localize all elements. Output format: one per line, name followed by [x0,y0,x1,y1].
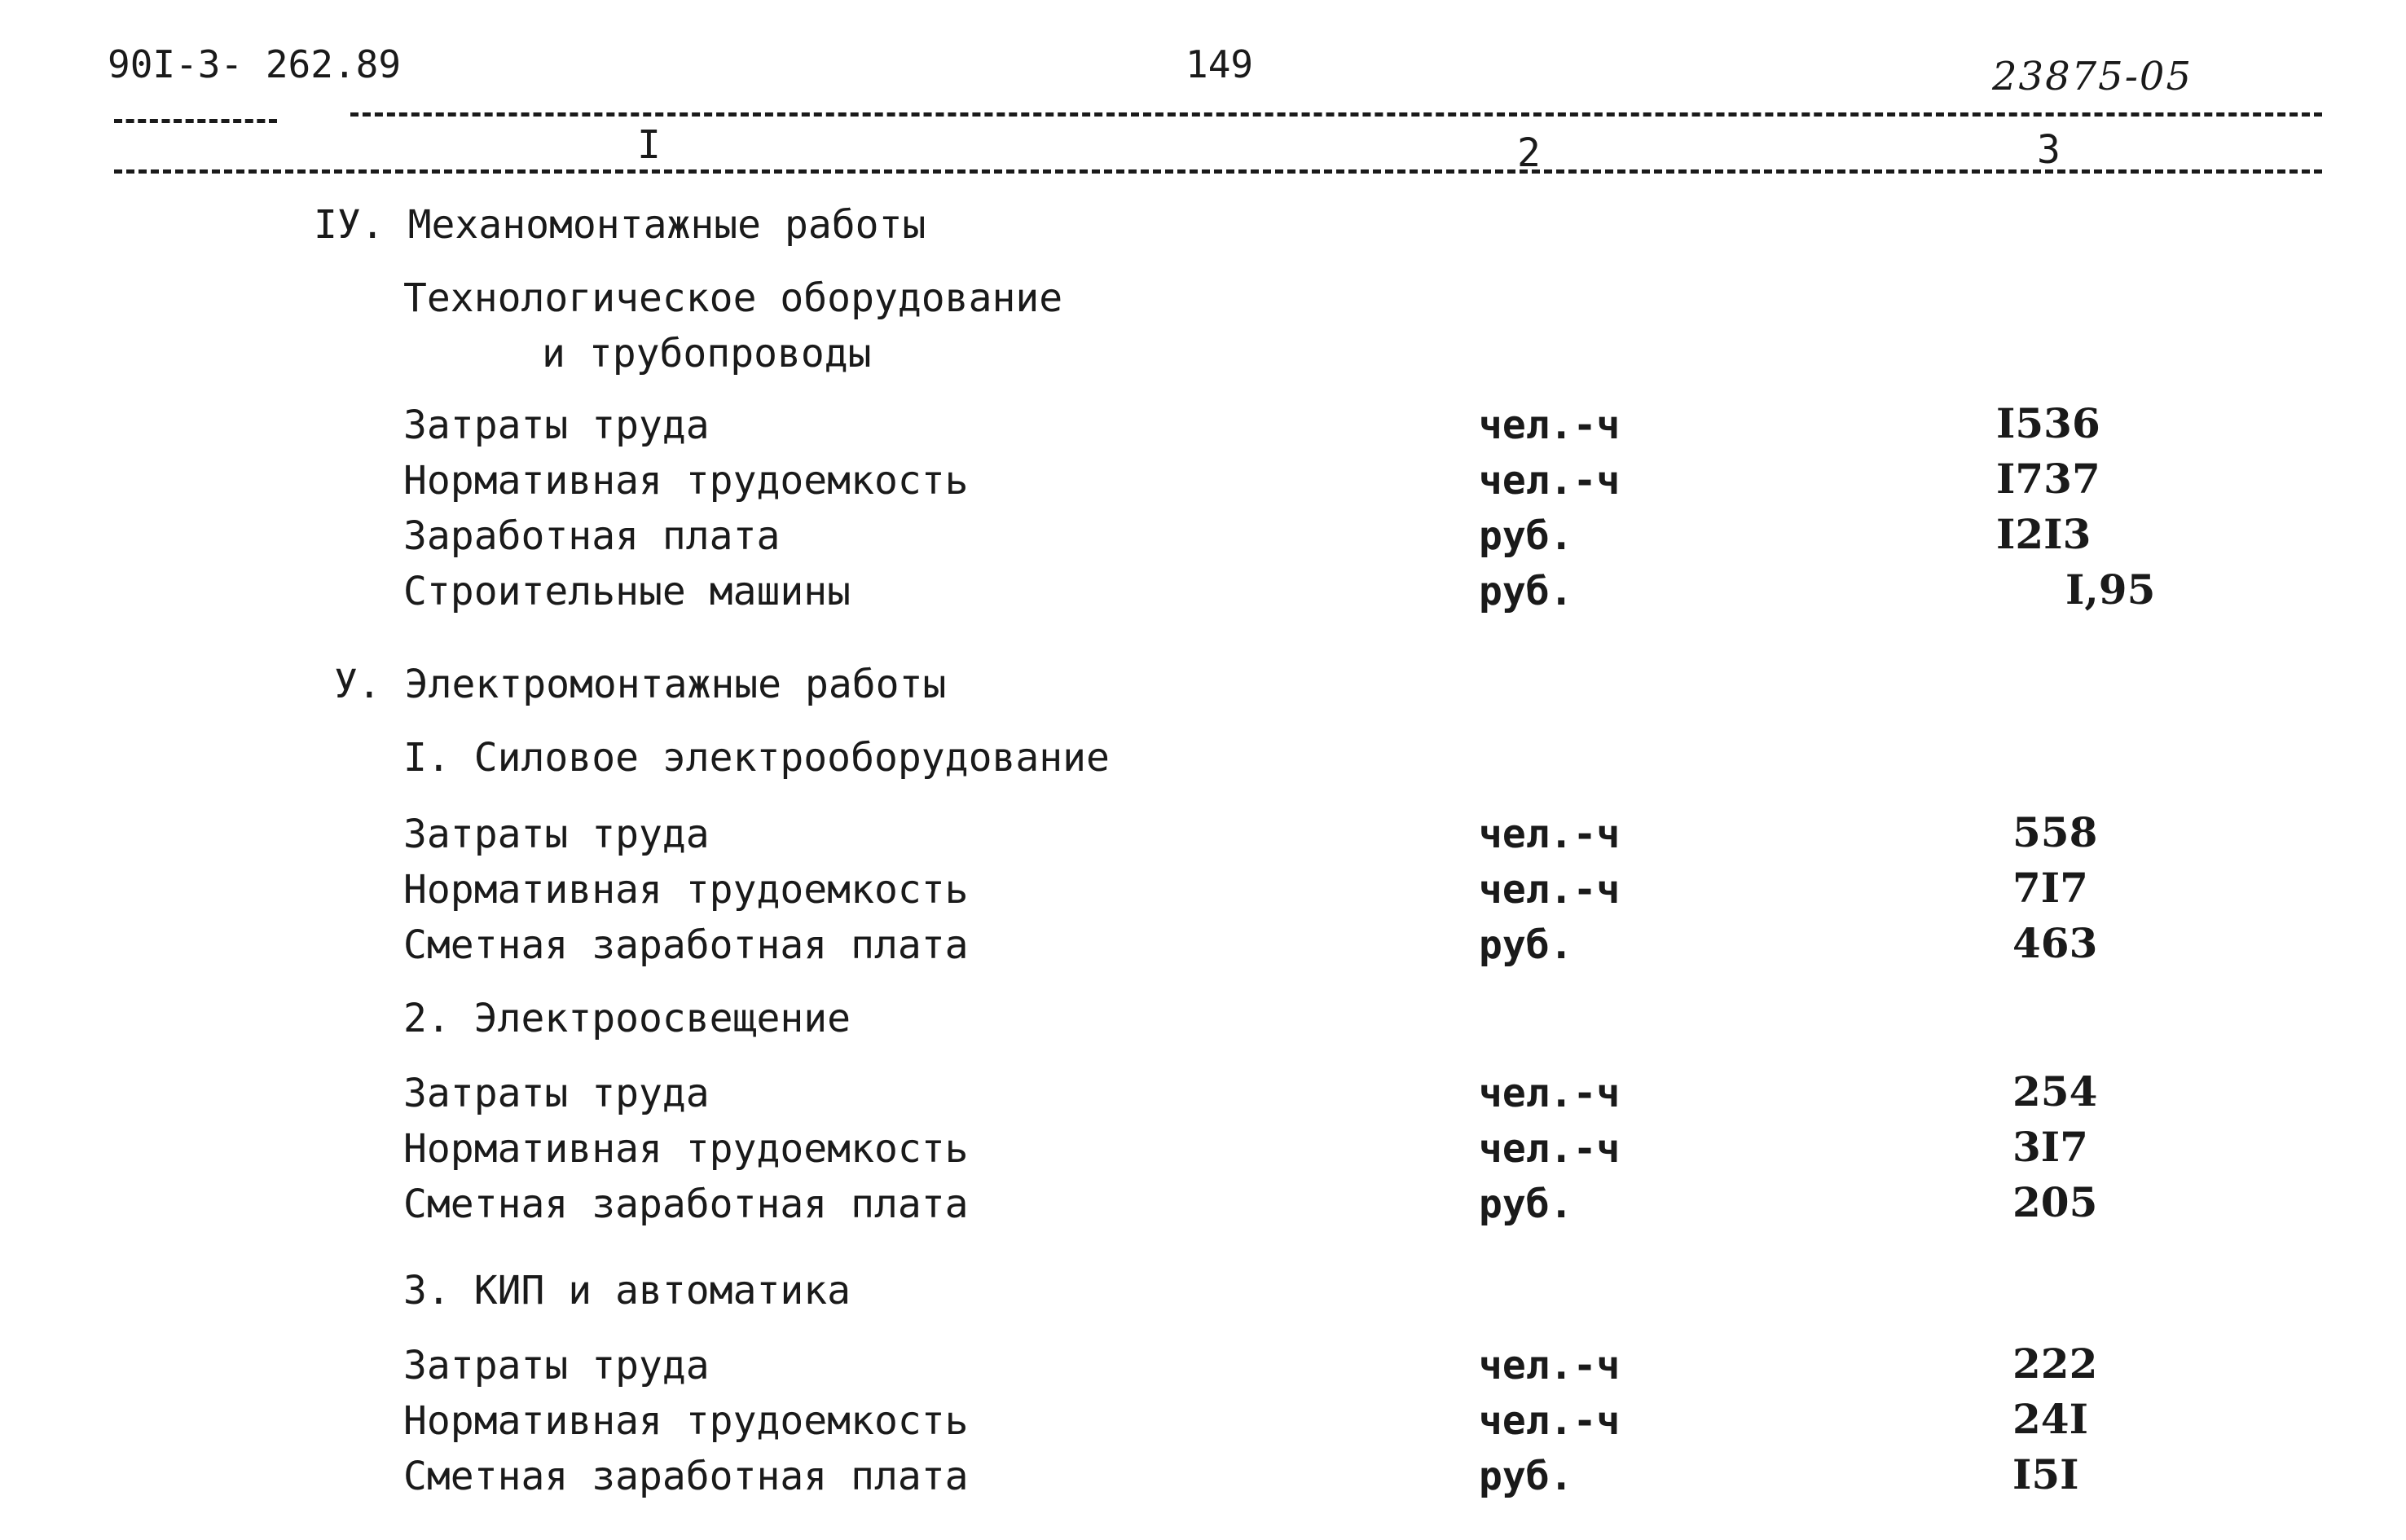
column-number-2: 2 [1517,130,1541,176]
row-value: I2I3 [1996,510,2092,558]
row-unit: руб. [1479,1181,1573,1227]
subsection-title: Технологическое оборудование [403,275,1063,321]
row-unit: чел.-ч [1479,812,1621,857]
top-dashed-rule [350,112,2322,117]
subsection-title: 2. Электроосвещение [403,996,851,1041]
row-label: Сметная заработная плата [403,1181,969,1227]
subsection-title-continued: и трубопроводы [542,331,872,376]
handwritten-code: 23875-05 [1992,54,2193,99]
section-heading: У. Электромонтажные работы [334,662,947,707]
row-label: Затраты труда [403,1343,710,1388]
document-code: 90I-3- 262.89 [108,42,402,86]
row-value: I,95 [2065,565,2156,614]
row-label: Сметная заработная плата [403,1454,969,1499]
row-value: 254 [2012,1067,2098,1115]
column-number-3: 3 [2037,127,2061,173]
row-unit: чел.-ч [1479,458,1621,504]
row-label: Затраты труда [403,1071,710,1116]
row-value: I5I [2012,1450,2079,1498]
row-value: 24I [2012,1395,2088,1443]
column-header-rule [114,169,2322,174]
row-label: Нормативная трудоемкость [403,867,969,913]
subsection-title: 3. КИП и автоматика [403,1268,851,1313]
section-heading: IУ. Механомонтажные работы [314,202,926,248]
column-number-1: I [637,122,661,168]
row-unit: чел.-ч [1479,403,1621,448]
top-dashed-rule-left [114,119,277,123]
row-value: I536 [1996,399,2100,447]
row-value: 558 [2012,808,2098,856]
row-value: 7I7 [2012,864,2088,912]
row-unit: руб. [1479,922,1573,968]
page-number: 149 [1185,42,1254,86]
row-unit: руб. [1479,569,1573,614]
row-label: Затраты труда [403,812,710,857]
row-label: Нормативная трудоемкость [403,1398,969,1444]
row-value: 3I7 [2012,1123,2088,1171]
row-unit: чел.-ч [1479,1071,1621,1116]
row-label: Затраты труда [403,403,710,448]
row-value: 463 [2012,919,2098,967]
row-label: Заработная плата [403,513,781,559]
subsection-title: I. Силовое электрооборудование [403,735,1110,781]
row-unit: руб. [1479,1454,1573,1499]
row-label: Нормативная трудоемкость [403,458,969,504]
row-unit: чел.-ч [1479,1398,1621,1444]
row-unit: чел.-ч [1479,1126,1621,1172]
row-value: 205 [2012,1178,2098,1226]
row-value: 222 [2012,1340,2098,1388]
row-unit: чел.-ч [1479,867,1621,913]
row-label: Нормативная трудоемкость [403,1126,969,1172]
row-value: I737 [1996,455,2100,503]
row-unit: чел.-ч [1479,1343,1621,1388]
row-label: Строительные машины [403,569,851,614]
row-label: Сметная заработная плата [403,922,969,968]
row-unit: руб. [1479,513,1573,559]
